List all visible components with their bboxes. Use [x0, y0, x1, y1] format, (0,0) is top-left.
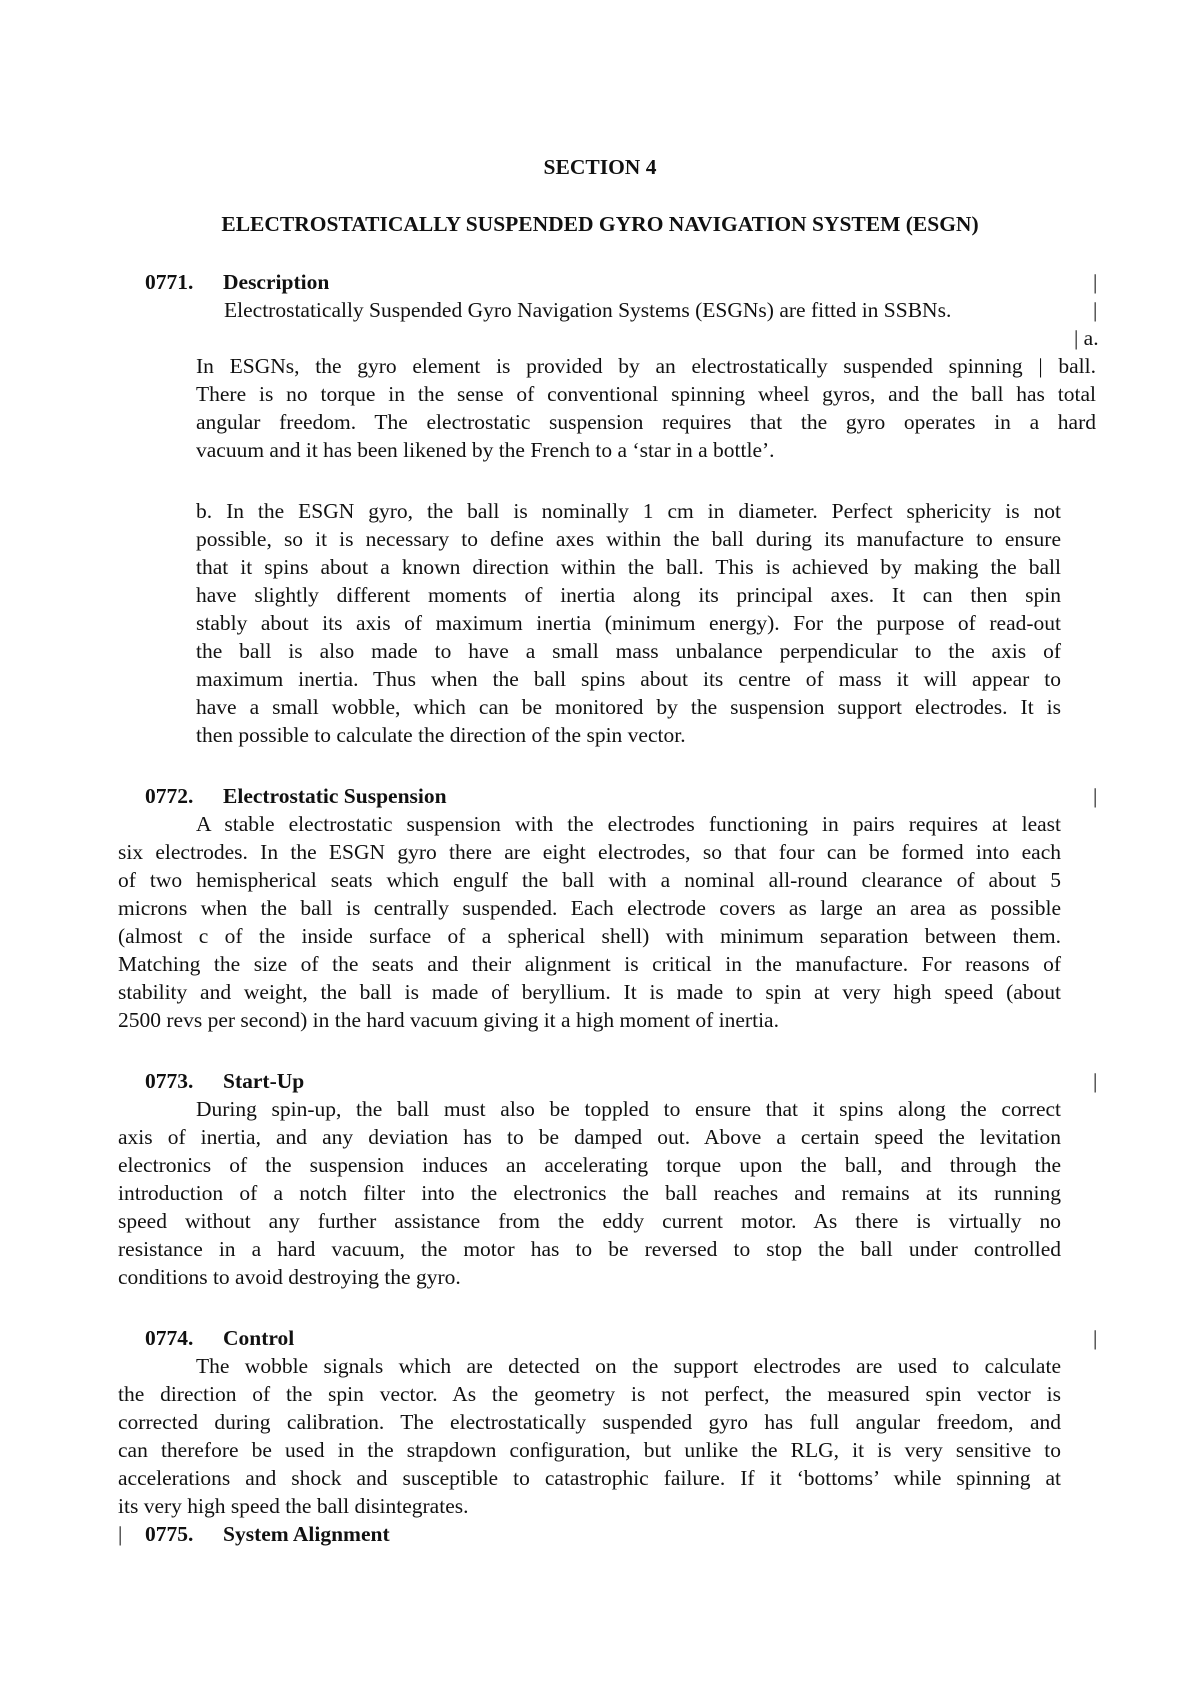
para-0773-line: speed without any further assistance from the eddy current motor. As there is virtually no	[118, 1209, 1061, 1233]
change-bar: |	[1093, 784, 1098, 808]
para-0773-line: conditions to avoid destroying the gyro.	[118, 1265, 461, 1289]
para-0773-line: axis of inertia, and any deviation has to be damped out. Above a certain speed the levitation	[118, 1125, 1061, 1149]
para-0772-line: 2500 revs per second) in the hard vacuum giving it a high moment of inertia.	[118, 1008, 779, 1032]
para-0772-line: six electrodes. In the ESGN gyro there are eight electrodes, so that four can be formed into each	[118, 840, 1061, 864]
heading-0772	[145, 782, 447, 810]
para-b-line: maximum inertia. Thus when the ball spins about its centre of mass it will appear to	[196, 667, 1061, 691]
heading-0771	[145, 268, 329, 296]
para-0774-line: accelerations and shock and susceptible to catastrophic failure. If it ‘bottoms’ while spinning at	[118, 1466, 1061, 1490]
para-0774-line: its very high speed the ball disintegrates.	[118, 1494, 469, 1518]
heading-text: Description	[223, 270, 330, 294]
para-a-line: vacuum and it has been likened by the French to a ‘star in a bottle’.	[196, 438, 775, 462]
para-a-line: angular freedom. The electrostatic suspension requires that the gyro operates in a hard	[196, 410, 1096, 434]
para-0772-line: Matching the size of the seats and their alignment is critical in the manufacture. For reasons of	[118, 952, 1061, 976]
heading-0775	[145, 1520, 390, 1548]
heading-0773	[145, 1067, 304, 1095]
para-0773-line: electronics of the suspension induces an accelerating torque upon the ball, and through the	[118, 1153, 1061, 1177]
change-bar: |	[118, 1522, 123, 1546]
para-a-line: There is no torque in the sense of conventional spinning wheel gyros, and the ball has total	[196, 382, 1096, 406]
change-bar: |	[1093, 298, 1098, 322]
section-title: SECTION 4	[543, 155, 657, 179]
heading-text: Electrostatic Suspension	[223, 784, 447, 808]
subpara-a-marker: | a.	[1074, 326, 1099, 350]
heading-number: 0772.	[145, 784, 194, 808]
para-0774-line: the direction of the spin vector. As the geometry is not perfect, the measured spin vector is	[118, 1382, 1061, 1406]
heading-number: 0773.	[145, 1069, 194, 1093]
para-0772-line: A stable electrostatic suspension with the electrodes functioning in pairs requires at least	[196, 812, 1061, 836]
para-0772-line: (almost c of the inside surface of a spherical shell) with minimum separation between them.	[118, 924, 1061, 948]
heading-number: 0771.	[145, 270, 194, 294]
para-b-line: b. In the ESGN gyro, the ball is nominally 1 cm in diameter. Perfect sphericity is not	[196, 499, 1061, 523]
heading-text: Start-Up	[223, 1069, 305, 1093]
heading-0774	[145, 1324, 294, 1352]
para-b-line: possible, so it is necessary to define axes within the ball during its manufacture to ensure	[196, 527, 1061, 551]
change-bar: |	[1093, 1069, 1098, 1093]
para-0773-line: introduction of a notch filter into the electronics the ball reaches and remains at its running	[118, 1181, 1061, 1205]
para-a-line: In ESGNs, the gyro element is provided by an electrostatically suspended spinning | ball.	[196, 354, 1096, 378]
para-0774-line: The wobble signals which are detected on the support electrodes are used to calculate	[196, 1354, 1061, 1378]
para-b-line: stably about its axis of maximum inertia (minimum energy). For the purpose of read-out	[196, 611, 1061, 635]
change-bar: |	[1093, 1326, 1098, 1350]
section-subtitle: ELECTROSTATICALLY SUSPENDED GYRO NAVIGATION SYSTEM (ESGN)	[221, 212, 979, 236]
para-b-line: the ball is also made to have a small mass unbalance perpendicular to the axis of	[196, 639, 1061, 663]
para-b-line: then possible to calculate the direction of the spin vector.	[196, 723, 686, 747]
para-0774-line: can therefore be used in the strapdown configuration, but unlike the RLG, it is very sensitive to	[118, 1438, 1061, 1462]
para-0772-line: stability and weight, the ball is made of beryllium. It is made to spin at very high speed (about	[118, 980, 1061, 1004]
para-0773-line: During spin-up, the ball must also be toppled to ensure that it spins along the correct	[196, 1097, 1061, 1121]
heading-text: Control	[223, 1326, 295, 1350]
heading-number: 0775.	[145, 1522, 194, 1546]
para-0774-line: corrected during calibration. The electrostatically suspended gyro has full angular freedom, and	[118, 1410, 1061, 1434]
para-b-line: that it spins about a known direction within the ball. This is achieved by making the ball	[196, 555, 1061, 579]
intro-0771: Electrostatically Suspended Gyro Navigation Systems (ESGNs) are fitted in SSBNs.	[224, 298, 952, 322]
para-0773-line: resistance in a hard vacuum, the motor has to be reversed to stop the ball under controlled	[118, 1237, 1061, 1261]
para-b-line: have slightly different moments of inertia along its principal axes. It can then spin	[196, 583, 1061, 607]
heading-text: System Alignment	[223, 1522, 390, 1546]
heading-number: 0774.	[145, 1326, 194, 1350]
para-b-line: have a small wobble, which can be monitored by the suspension support electrodes. It is	[196, 695, 1061, 719]
para-0772-line: microns when the ball is centrally suspended. Each electrode covers as large an area as possible	[118, 896, 1061, 920]
change-bar: |	[1093, 270, 1098, 294]
para-0772-line: of two hemispherical seats which engulf the ball with a nominal all-round clearance of about 5	[118, 868, 1061, 892]
